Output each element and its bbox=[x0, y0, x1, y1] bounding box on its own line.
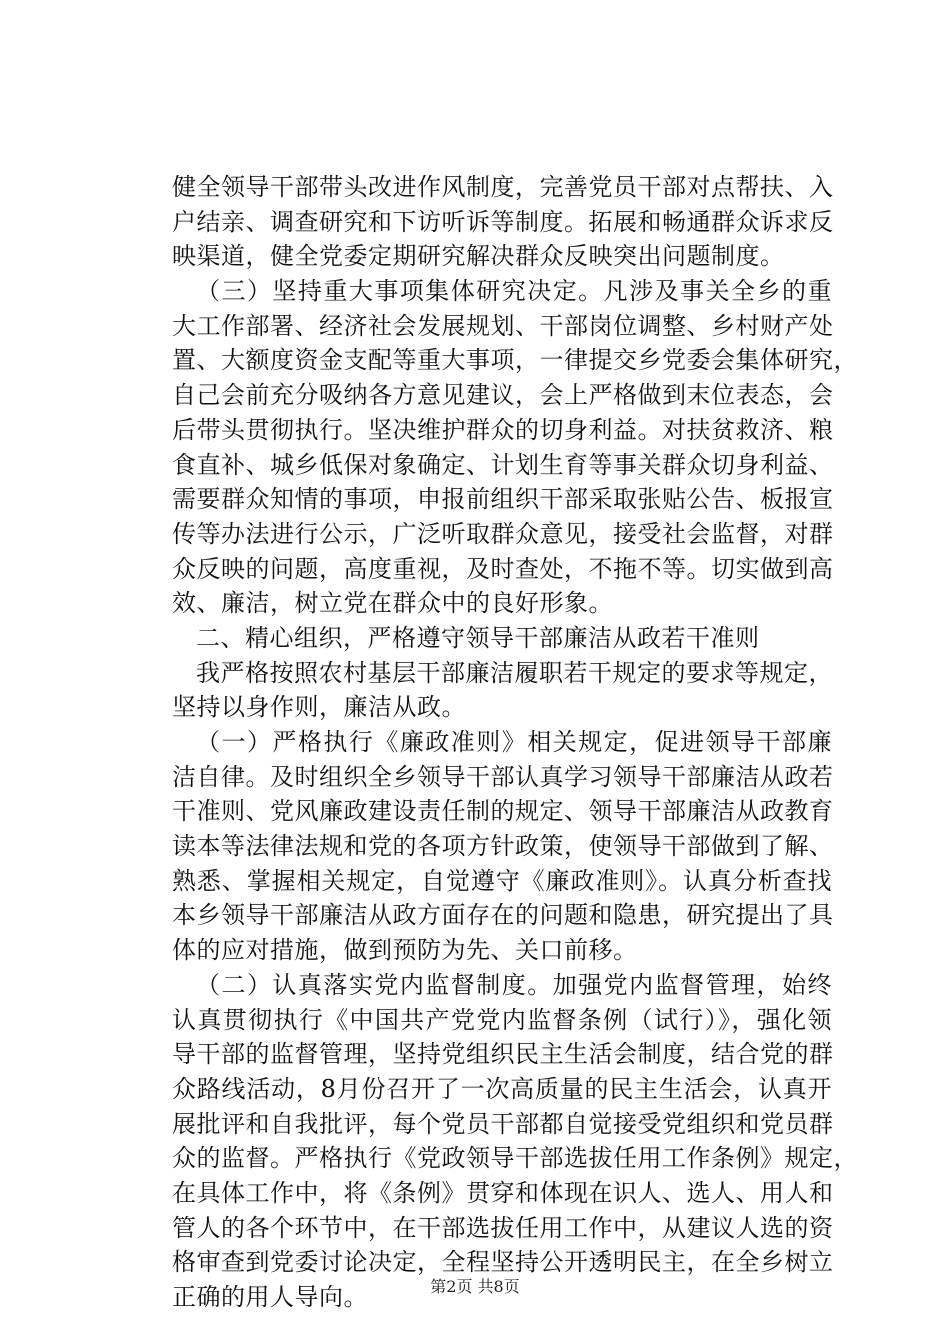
text-line: 众反映的问题，高度重视，及时查处，不拖不等。切实做到高 bbox=[172, 554, 834, 583]
text-line: 导干部的监督管理，坚持党组织民主生活会制度，结合党的群 bbox=[172, 1040, 834, 1069]
text-line: （二）认真落实党内监督制度。加强党内监督管理，始终 bbox=[196, 970, 832, 999]
text-line: 映渠道，健全党委定期研究解决群众反映突出问题制度。 bbox=[172, 242, 785, 271]
text-line: 健全领导干部带头改进作风制度，完善党员干部对点帮扶、入 bbox=[172, 173, 834, 201]
text-line: 体的应对措施，做到预防为先、关口前移。 bbox=[172, 936, 638, 965]
text-line: 传等办法进行公示，广泛听取群众意见，接受社会监督，对群 bbox=[172, 519, 834, 548]
text-line: 认真贯彻执行《中国共产党党内监督条例（试行）》，强化领 bbox=[172, 1005, 832, 1034]
text-line: 读本等法律法规和党的各项方针政策，使领导干部做到了解、 bbox=[172, 832, 834, 861]
page-footer bbox=[0, 1274, 950, 1297]
text-line: 我严格按照农村基层干部廉洁履职若干规定的要求等规定， bbox=[196, 658, 833, 687]
text-line: 众的监督。严格执行《党政领导干部选拔任用工作条例》规定， bbox=[172, 1144, 858, 1173]
text-line: 坚持以身作则，廉洁从政。 bbox=[172, 693, 466, 722]
text-line: （一）严格执行《廉政准则》相关规定，促进领导干部廉 bbox=[196, 728, 832, 756]
text-line: 本乡领导干部廉洁从政方面存在的问题和隐患，研究提出了具 bbox=[172, 901, 834, 930]
text-line: 熟悉、掌握相关规定，自觉遵守《廉政准则》。认真分析查找 bbox=[172, 866, 832, 895]
page-number-label: 第2页 共8页 bbox=[430, 1277, 520, 1296]
text-line: 需要群众知情的事项，申报前组织干部采取张贴公告、板报宣 bbox=[172, 485, 834, 514]
text-line: 在具体工作中，将《条例》贯穿和体现在识人、选人、用人和 bbox=[172, 1178, 834, 1207]
text-line: 干准则、党风廉政建设责任制的规定、领导干部廉洁从政教育 bbox=[172, 797, 834, 826]
text-line: 后带头贯彻执行。坚决维护群众的切身利益。对扶贫救济、粮 bbox=[172, 415, 834, 444]
text-line: 正确的用人导向。 bbox=[172, 1283, 368, 1311]
text-line: 置、大额度资金支配等重大事项，一律提交乡党委会集体研究， bbox=[172, 346, 858, 375]
document-body bbox=[172, 170, 858, 1315]
text-line: 效、廉洁，树立党在群众中的良好形象。 bbox=[172, 589, 613, 618]
text-line: 洁自律。及时组织全乡领导干部认真学习领导干部廉洁从政若 bbox=[172, 762, 834, 791]
text-line: 自己会前充分吸纳各方意见建议，会上严格做到末位表态，会 bbox=[172, 381, 834, 410]
text-line: 二、精心组织，严格遵守领导干部廉洁从政若干准则 bbox=[196, 623, 760, 652]
text-line: （三）坚持重大事项集体研究决定。凡涉及事关全乡的重 bbox=[196, 277, 832, 306]
text-line: 食直补、城乡低保对象确定、计划生育等事关群众切身利益、 bbox=[172, 450, 834, 479]
text-line: 众路线活动，8月份召开了一次高质量的民主生活会，认真开 bbox=[172, 1074, 832, 1103]
text-line: 格审查到党委讨论决定，全程坚持公开透明民主，在全乡树立 bbox=[172, 1248, 834, 1277]
text-line: 展批评和自我批评，每个党员干部都自觉接受党组织和党员群 bbox=[172, 1109, 834, 1138]
text-line: 管人的各个环节中，在干部选拔任用工作中，从建议人选的资 bbox=[172, 1213, 834, 1242]
text-line: 大工作部署、经济社会发展规划、干部岗位调整、乡村财产处 bbox=[172, 311, 834, 340]
text-line: 户结亲、调查研究和下访听诉等制度。拓展和畅通群众诉求反 bbox=[172, 207, 834, 236]
